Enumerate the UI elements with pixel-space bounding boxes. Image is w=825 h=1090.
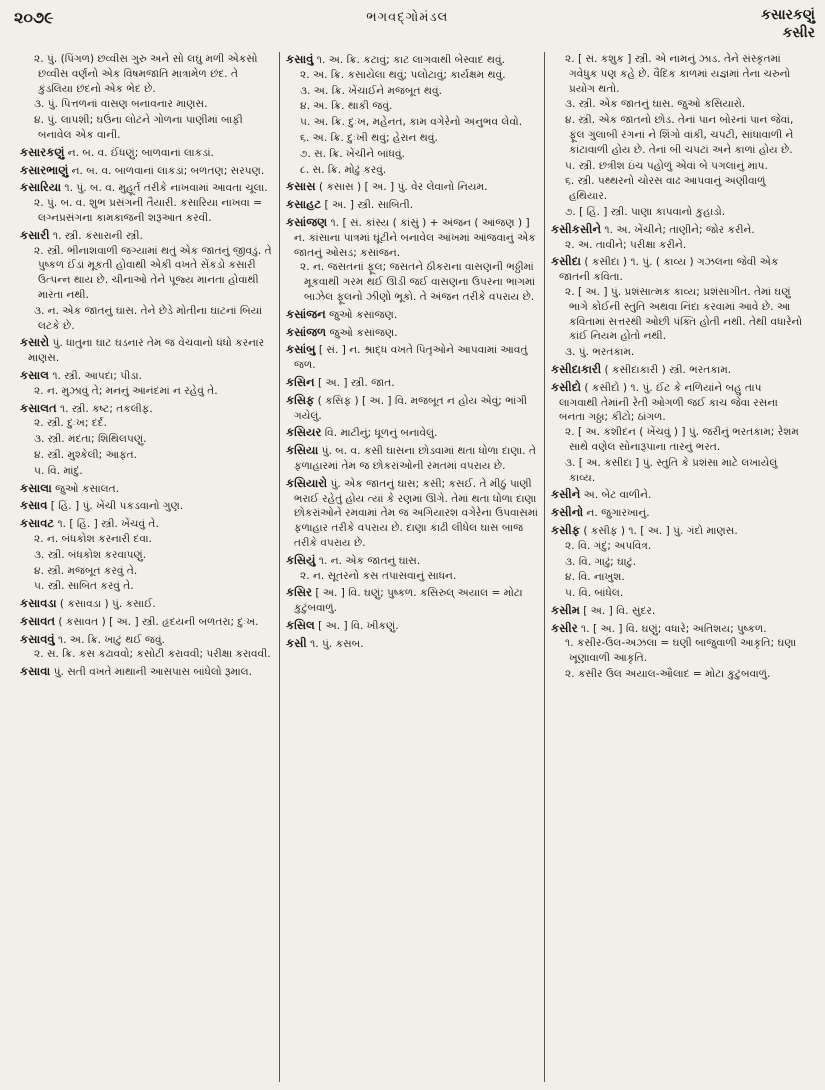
entry-sense: ૧. કસીર-ઉલ-અઝલા = ઘણી બાજુવાળી આકૃતિ; ઘણા ખૂણાવાળી આકૃતિ.: [565, 637, 797, 665]
entry-sense: ( કસાવડા ) પું. કસાઈ.: [59, 598, 156, 611]
entry-sense: ૧. [ સં. કાંસ્ય ( કાંસું ) + અંજન ( આંજણ ) ] ન. કાંસાના પાત્રમાં ઘૂંટીને બનાવેલ આંખમાં આંજવાનું એક જાતનું ઓસડ; કસાંજન.: [294, 216, 536, 259]
entry-headword: કસિન: [286, 374, 315, 389]
entry-sense: [ અ. ] સ્ત્રી. જાત.: [317, 376, 395, 389]
dictionary-entry: [286, 425, 538, 441]
entry-sense: ૧. પું. બ. વ. મુહૂર્ત તરીકે નાખવામાં આવતા ચૂલા.: [64, 182, 268, 195]
dictionary-entry: [20, 180, 273, 225]
entry-headword: કસીર: [551, 620, 578, 635]
entry-sense: [ અ. ] વિ. ઘણું; પુષ્કળ. કસિરુલ્ અયાલ = મોટા કુટુંબવાળું.: [294, 587, 523, 615]
dictionary-entry: [286, 636, 538, 652]
entry-headword: કસારો: [20, 335, 50, 350]
entry-headword: કસાંજણ: [286, 214, 328, 229]
entry-headword: કસિયા: [286, 443, 319, 458]
entry-headword: કસારિયા: [20, 180, 62, 195]
page-header: [14, 6, 815, 52]
entry-sense: ૫. વિ. માંદું.: [34, 464, 83, 477]
entry-headword: કસાહટ: [286, 197, 322, 212]
entry-headword: કસાવવું: [20, 631, 55, 646]
dictionary-entry: [551, 621, 803, 682]
dictionary-entry: [551, 254, 803, 360]
dictionary-entry: [286, 585, 538, 616]
entry-headword: કસાસ: [286, 179, 316, 194]
entry-sense: ૩. પું. પિત્તળનાં વાસણ બનાવનાર માણસ.: [34, 98, 208, 111]
column-1: [14, 52, 279, 1082]
entry-headword: કસાવટ: [20, 516, 55, 531]
dictionary-entry: [551, 603, 803, 619]
entry-sense: ૫. સ્ત્રી. છત્રીશ ઇંચ પહોળું એવાં બે પગલાંનું માપ.: [565, 159, 768, 172]
entry-sense: ૨. અ. તાવીને; પરીક્ષા કરીને.: [565, 238, 687, 251]
entry-headword: કસિર: [286, 585, 312, 600]
entry-headword: કસિયર: [286, 425, 322, 440]
entry-headword: કસિયારો: [286, 475, 328, 490]
entry-sense: ૨. સ્ત્રી. ભીનાશવાળી જગ્યામાં થતું એક જાતનું જીવડું. તે પુષ્કળ ઈંડાં મૂકતી હોવાથી એકી વખતે સેંકડો કસારી ઉત્પન્ન થાય છે. ચીનાઓ તેને પૂજ્ય માનતા હોવાથી મારતા નથી.: [34, 244, 272, 301]
dictionary-entry: [286, 52, 538, 177]
book-title: ભગવદ્ગોમંડલ: [366, 10, 449, 25]
entry-headword: કસાંબુ: [286, 342, 316, 357]
entry-headword: કસીને: [551, 487, 581, 502]
column-2: [279, 52, 544, 1082]
entry-headword: કસારભાણું: [20, 162, 69, 177]
entry-sense: ૧. અ. ખેંચીને; તાણીને; જોર કરીને.: [604, 223, 755, 236]
entry-sense: પું. સતી વખતે માથાની આસપાસ બાંધેલો રૂમાલ.: [53, 666, 253, 679]
dictionary-entry: [20, 516, 273, 594]
entry-headword: કસાવા: [20, 664, 51, 679]
entry-sense: [ હિં. ] પું. ખેંચી પકડવાનો ગુણ.: [50, 500, 184, 513]
entry-sense: ૪. સ્ત્રી. મુશ્કેલી; આફત.: [34, 448, 138, 461]
dictionary-entry: [286, 197, 538, 213]
entry-headword: કસાંજન: [286, 306, 326, 321]
entry-sense: ૨. સ. ક્રિ. કસ કઢાવવો; કસોટી કરાવવી; પરીક્ષા કરાવવી.: [34, 648, 271, 661]
dictionary-entry: [286, 215, 538, 305]
dictionary-entry: [20, 664, 273, 680]
dictionary-entry: [286, 443, 538, 474]
entry-sense: જુઓ કસાંજણ.: [329, 326, 398, 339]
dictionary-entry: [551, 523, 803, 601]
dictionary-entry: [286, 342, 538, 373]
entry-sense: જુઓ કસાંજણ.: [329, 308, 398, 321]
dictionary-entry: [20, 52, 273, 143]
entry-sense: ૨. [ અ. કશીદન ( ખેંચવું ) ] પું. જરીનું ભરતકામ; રેશમ સાથે વણેલ સોનારૂપાના તારનું ભરત.: [565, 426, 799, 453]
entry-headword: કસીનો: [551, 505, 584, 520]
dictionary-entry: [20, 481, 273, 497]
entry-sense: અ. બેટ વાળીને.: [583, 489, 652, 502]
guide-word-last: કસીર: [782, 25, 815, 41]
column-3: [544, 52, 809, 1082]
entry-sense: ૨. અ. ક્રિ. કસાયેલા થવું; પલોટાવું; કાર્યક્ષમ થવું.: [300, 68, 506, 81]
entry-sense: ૫. વિ. બાંધેલ.: [565, 587, 624, 600]
entry-sense: ૪. વિ. નાખુશ.: [565, 571, 625, 584]
entry-sense: ન. બ. વ. ઈંધણું; બાળવાનાં લાકડાં.: [67, 146, 214, 159]
dictionary-entry: [551, 222, 803, 253]
entry-sense: ૩. પું. ભરતકામ.: [565, 346, 635, 359]
dictionary-entry: [286, 325, 538, 341]
entry-sense: જુઓ કસાલત.: [55, 482, 120, 495]
entry-sense: ( કસિફ ) [ અ. ] વિ. મજબૂત ન હોય એવું; ભાંગી ગયેલું.: [294, 394, 528, 422]
entry-sense: ૨. ન. બંધકોશ કરનારી દવા.: [34, 532, 152, 545]
entry-headword: કસિફ: [286, 392, 315, 407]
columns: [14, 52, 815, 1082]
entry-sense: ૨. વિ. ગંદું; અપવિત્ર.: [565, 539, 652, 552]
entry-sense: ૧. અ. ક્રિ. ખાટું થઈ જવું.: [57, 633, 165, 646]
dictionary-entry: [286, 553, 538, 584]
entry-sense: ૧. પું. કસબ.: [310, 637, 364, 650]
entry-headword: કસાલત: [20, 400, 57, 415]
entry-sense: ( કસીફ ) ૧. [ અ. ] પું. ગંદો માણસ.: [583, 524, 738, 537]
dictionary-entry: [20, 228, 273, 334]
dictionary-entry: [20, 368, 273, 399]
dictionary-entry: [20, 335, 273, 366]
dictionary-entry: [286, 375, 538, 391]
entry-sense: ( કસીદાકારી ) સ્ત્રી. ભરતકામ.: [604, 363, 732, 376]
dictionary-entry: [551, 52, 803, 220]
dictionary-entry: [286, 618, 538, 634]
dictionary-entry: [551, 362, 803, 378]
dictionary-entry: [20, 498, 273, 514]
entry-headword: કસારકણું: [20, 144, 65, 159]
entry-sense: ૧. સ્ત્રી. આપદા; પીડા.: [52, 369, 142, 382]
dictionary-entry: [286, 393, 538, 424]
page-number: ૨૦૭૯: [14, 8, 54, 27]
entry-sense: ૨. ન. જસતનાં ફૂલ; જસતને ઠીકરાના વાસણની ભઠ્ઠીમાં મૂકવાથી ગરમ થઈ ઊડી જઈ વાસણના ઉપરના ભાગમાં બાઝેલ ફૂલનો ઝીણો ભૂકો. તે અંજન તરીકે વપરાય છે.: [300, 261, 536, 303]
entry-sense: પું. ધાતુના ઘાટ ઘડનાર તેમ જ વેચવાનો ધંધો કરનાર માણસ.: [28, 337, 265, 365]
entry-sense: ૧. [ અ. ] વિ. ઘણું; વધારે; અતિશય; પુષ્કળ.: [581, 622, 767, 635]
guide-word-first: કસારકણું: [761, 7, 815, 23]
entry-sense: ( કસીદો ) ૧. પું. ઈંટ કે નળિયાંને બહુ તાપ લાગવાથી તેમાંની રેતી ઓગળી જઈ કાચ જેવા રસના બનતા ગઠ્ઠા; કીટો; ઠાંગળ.: [559, 381, 778, 424]
entry-headword: કસિલ: [286, 617, 315, 632]
entry-sense: ૧. ન. એક જાતનું ઘાસ.: [318, 554, 421, 567]
entry-headword: કસાવું: [286, 52, 314, 66]
entry-headword: કસીકસીને: [551, 221, 602, 236]
dictionary-entry: [286, 307, 538, 323]
entry-sense: [ સં. ] ન. શ્રાદ્ધ વખતે પિતૃઓને આપવામાં આવતું જળ.: [294, 344, 528, 372]
entry-headword: કસીફ: [551, 522, 580, 537]
entry-sense: ૪. અ. ક્રિ. થાકી જવું.: [300, 100, 393, 113]
entry-sense: ૪. સ્ત્રી. મજબૂત કરવું તે.: [34, 564, 138, 577]
entry-sense: ( કસાસ ) [ અ. ] પું. વેર લેવાનો નિયમ.: [318, 181, 488, 194]
entry-sense: ૩. [ અ. કસીદા ] પું. સ્તુતિ કે પ્રશંસા માટે લખાયેલું કાવ્ય.: [565, 456, 778, 484]
dictionary-entry: [20, 401, 273, 479]
entry-sense: ૨. સ્ત્રી. દુઃખ; દર્દ.: [34, 417, 107, 430]
dictionary-entry: [20, 163, 273, 179]
entry-sense: ૨. [ અ. ] પું. પ્રશંસાત્મક કાવ્ય; પ્રશંસાગીત. તેમાં ઘણું ભાગે કોઈની સ્તુતિ અથવા નિંદા કરવામાં આવે છે. આ કવિતામાં સત્તરથી ઓછી પંક્તિ હોતી નથી. તેથી વધારેનો કાંઈ નિયમ હોતો નથી.: [565, 285, 803, 343]
entry-sense: ૮. સ. ક્રિ. મોઢું કરવું.: [300, 163, 387, 176]
entry-sense: ૫. સ્ત્રી. સાબિત કરવું તે.: [34, 580, 134, 593]
entry-sense: પું. એક જાતનું ઘાસ; કસી; કસઈ. તે મીઠું પાણી ભરાઈ રહેતું હોય ત્યાં કે રણમાં ઊગે. તેમાં થતા ધોળા દાણા છોકરાંઓને રમવામાં તેમ જ અગિયારશ વગેરેના ઉપવાસમાં ફળાહાર તરીકે વપરાય છે. દાણા કાઢી લીધેલ ઘાસ બાજ તરીકે વપરાય છે.: [294, 477, 538, 549]
entry-sense: ૨. [ સં. કશુક ] સ્ત્રી. એ નામનું ઝાડ. તેને સંસ્કૃતમાં ગવેધુક પણ કહે છે. વૈદિક કાળમાં યજ્ઞમાં તેના ચરુનો પ્રયોગ થતો.: [565, 53, 791, 95]
entry-sense: [ અ. ] વિ. ખીકણું.: [318, 619, 399, 632]
entry-sense: ૫. અ. ક્રિ. દુઃખ, મહેનત, કામ વગેરેનો અનુભવ લેવો.: [300, 116, 523, 129]
entry-headword: કસાવત: [20, 613, 56, 628]
entry-headword: કસીદા: [551, 254, 581, 269]
entry-sense: [ અ. ] સ્ત્રી. સાબિતી.: [324, 199, 414, 212]
entry-sense: ૧. સ્ત્રી. કંસારાની સ્ત્રી.: [52, 229, 143, 242]
entry-sense: ૬. સ્ત્રી. પથ્થરનો ચોરસ વાઢ આપવાનું અણીવાળું હથિયાર.: [565, 175, 766, 203]
entry-sense: ૪. સ્ત્રી. એક જાતનો છોડ. તેનાં પાન બોરનાં પાન જેવાં, ફૂલ ગુલાબી રંગનાં ને શિંગો વાંકી, ચપટી, સાંધાવાળી ને કાંટાવાળી હોય છે. તેનાં બી ચપટાં અને કાળાં હોય છે.: [565, 114, 794, 156]
dictionary-entry: [286, 476, 538, 551]
entry-sense: ૨. ન. મુઝાવું તે; મનનું આનંદમાં ન રહેવું તે.: [34, 384, 218, 397]
entry-sense: ૭. સ. ક્રિ. ખેંચીને બાંધવું.: [300, 147, 405, 160]
entry-sense: ૭. [ હિં. ] સ્ત્રી. પાણા કાપવાનો કુહાડો.: [565, 205, 726, 218]
entry-headword: કસાલા: [20, 480, 52, 495]
entry-sense: ૩. વિ. ગાઢું; ઘાટું.: [565, 555, 637, 568]
dictionary-entry: [20, 632, 273, 663]
entry-headword: કસીમ: [551, 602, 580, 617]
entry-headword: કસાંજળ: [286, 324, 327, 339]
entry-sense: ૬. અ. ક્રિ. દુઃખી થવું; હેરાન થવું.: [300, 131, 438, 144]
dictionary-entry: [551, 505, 803, 521]
dictionary-entry: [551, 380, 803, 486]
entry-headword: કસીદો: [551, 379, 582, 394]
entry-sense: ન. જુગારખાનું.: [586, 507, 650, 520]
entry-sense: ૧. અ. ક્રિ. કટાવું; કાટ લાગવાથી બેસ્વાદ થવું.: [316, 54, 506, 66]
entry-sense: [ અ. ] વિ. સુંદર.: [583, 604, 656, 617]
entry-sense: ૪. પું. લાપશી; ઘઉંના લોટને ગોળના પાણીમાં બાફી બનાવેલ એક વાની.: [34, 114, 243, 141]
entry-sense: ૨. કસીર ઉલ અયાલ-ઔલાદ = મોટા કુટુંબવાળું.: [565, 668, 771, 681]
entry-headword: કસી: [286, 635, 307, 650]
entry-sense: ( કસાવત ) [ અ. ] સ્ત્રી. હૃદયની બળતરા; દુઃખ.: [58, 615, 259, 628]
entry-sense: પું. બ. વ. કસી ઘાસના છોડવામાં થતા ધોળા દાણા. તે ફળાહારમાં તેમ જ છોકરાંઓની રમતમાં વપરાય છે.: [294, 445, 536, 472]
dictionary-entry: [20, 614, 273, 630]
entry-sense: ૩. સ્ત્રી. એક જાતનું ઘાસ. જુઓ કસિયારો.: [565, 98, 746, 111]
entry-headword: કસાવડા: [20, 596, 57, 611]
entry-sense: ૧. સ્ત્રી. કષ્ટ; તકલીફ.: [59, 402, 153, 415]
entry-sense: ૨. ન. સૂતરનો કસ તપાસવાનું સાધન.: [300, 569, 457, 582]
entry-headword: કસિયું: [286, 552, 316, 567]
entry-headword: કસારી: [20, 227, 50, 242]
guide-words: [761, 6, 815, 42]
entry-sense: ૩. અ. ક્રિ. ખેંચાઈને મજબૂત થવું.: [300, 84, 443, 97]
entry-sense: ૧. [ હિં. ] સ્ત્રી. ખેંચવું તે.: [57, 518, 159, 531]
entry-sense: ન. બ. વ. બાળવાનાં લાકડાં; બળતણ; સરપણ.: [71, 164, 265, 177]
entry-sense: ૩. સ્ત્રી. બંધકોશ કરવાપણું.: [34, 548, 147, 561]
entry-sense: વિ. માટીનું; ધૂળનું બનાવેલું.: [324, 427, 438, 440]
dictionary-entry: [286, 179, 538, 195]
dictionary-entry: [551, 487, 803, 503]
entry-sense: ૩. સ્ત્રી. મંદતા; શિથિલપણું.: [34, 433, 147, 446]
entry-sense: ( કસીદા ) ૧. પું. ( કાવ્ય ) ગઝલના જેવી એક જાતની કવિતા.: [559, 256, 779, 284]
entry-sense: ૨. પું. (પિંગળ) છવ્વીસ ગુરુ અને સો લઘુ મળી એકસો છવ્વીસ વર્ણનો એક વિષમજાતિ માત્રામેળ છંદ. તે કુંડલિયા છંદનો એક ભેદ છે.: [34, 53, 258, 95]
entry-headword: કસાવ: [20, 498, 48, 513]
entry-headword: કસીદાકારી: [551, 361, 602, 376]
entry-sense: ૨. પું. બ. વ. શુભ પ્રસંગની તૈયારી. કસારિયા નાખવા = લગ્નપ્રસંગના કામકાજની શરૂઆત કરવી.: [34, 197, 262, 224]
dictionary-entry: [20, 145, 273, 161]
dictionary-entry: [20, 596, 273, 612]
entry-headword: કસાલ: [20, 367, 49, 382]
entry-sense: ૩. ન. એક જાતનું ઘાસ. તેને છેડે મોતીના ઘાટનાં બિયાં લટકે છે.: [34, 304, 263, 332]
